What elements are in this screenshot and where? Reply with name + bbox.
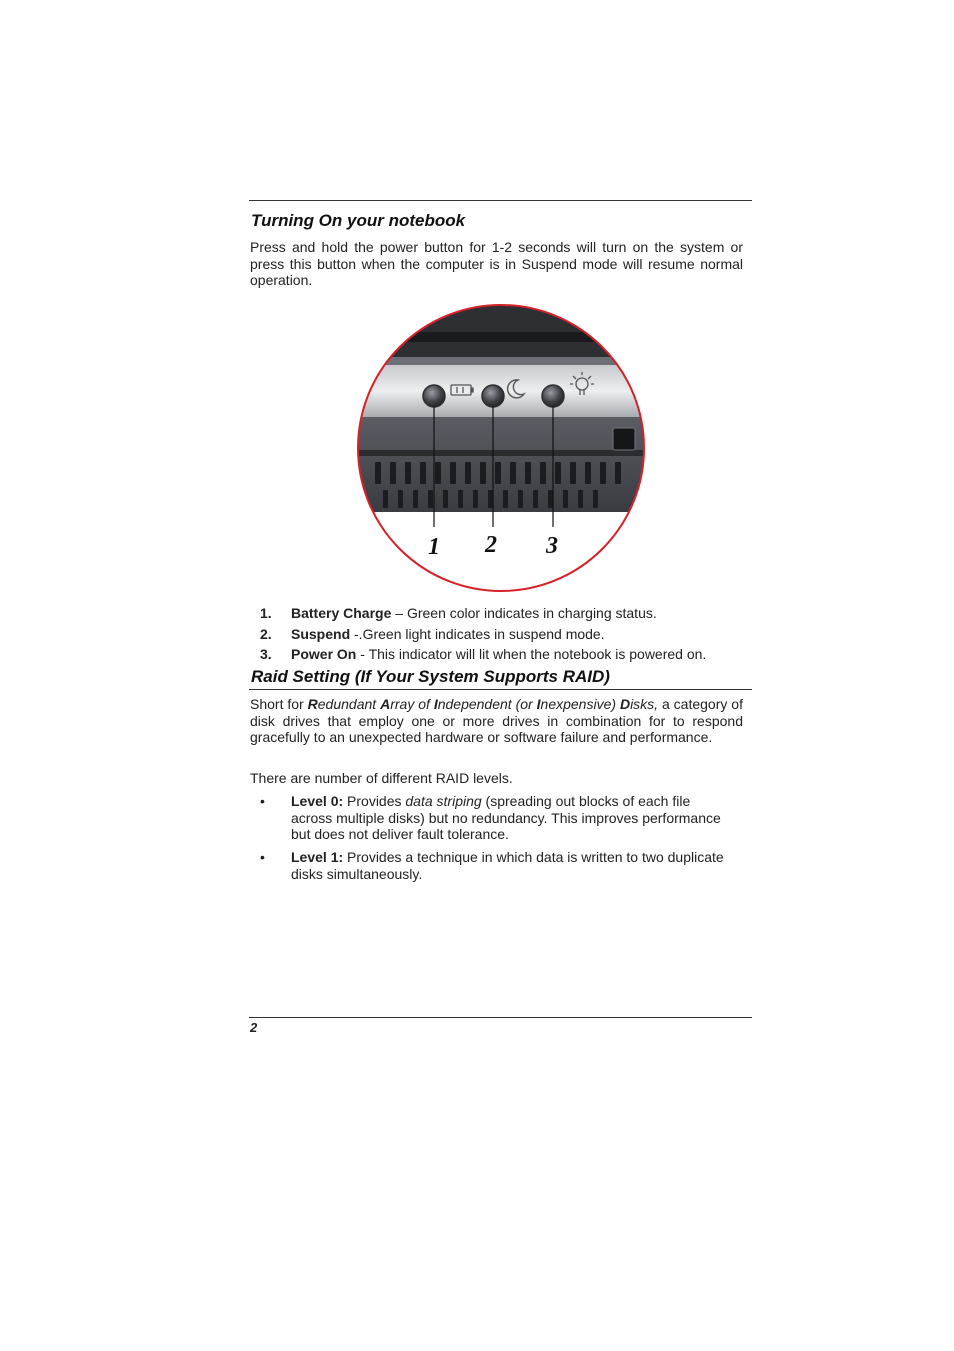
- callout-number: 1: [428, 534, 440, 560]
- acronym-word: nexpensive): [540, 696, 620, 712]
- intro-prefix: Short for: [250, 696, 308, 712]
- top-rule: [249, 200, 752, 201]
- acronym-letter: D: [619, 696, 631, 712]
- suspend-indicator: [482, 385, 504, 407]
- separator: –: [391, 605, 407, 621]
- raid-heading-rule: [249, 689, 752, 690]
- list-number: 1.: [260, 605, 272, 621]
- acronym-expansion: [308, 696, 658, 712]
- list-number: 3.: [260, 646, 272, 662]
- acronym-word: isks,: [630, 696, 659, 712]
- turning-on-paragraph: Press and hold the power button for 1-2 seconds will turn on the system or press this button when the computer is in Suspend mode will resume normal operation.: [250, 239, 743, 289]
- page-number: 2: [250, 1020, 258, 1035]
- power-on-indicator: [542, 385, 564, 407]
- indicator-desc: Green light indicates in suspend mode.: [362, 626, 605, 642]
- list-number: 2.: [260, 626, 272, 642]
- level-text: Provides: [343, 793, 406, 809]
- indicator-term: Suspend: [291, 626, 351, 642]
- level-emphasis: data striping: [405, 793, 482, 809]
- acronym-letter: A: [380, 696, 391, 712]
- bullet-icon: •: [260, 849, 265, 865]
- indicator-term: Power On: [291, 646, 357, 662]
- acronym-word: ndependent (or: [437, 696, 537, 712]
- acronym-word: rray of: [390, 696, 434, 712]
- bullet-icon: •: [260, 793, 265, 809]
- footer-rule: [249, 1017, 752, 1018]
- level-text: (spreading out blocks of each file across multiple disks) but no redundancy. This improves performance but does not deliver fault tolerance.: [291, 793, 721, 843]
- level-label: Level 1:: [291, 849, 344, 865]
- indicator-panel-illustration: [355, 302, 647, 594]
- acronym-letter: I: [536, 696, 541, 712]
- separator: -: [356, 646, 369, 662]
- acronym-word: edundant: [317, 696, 381, 712]
- indicator-term: Battery Charge: [291, 605, 392, 621]
- callout-number: 2: [485, 532, 497, 558]
- indicator-desc: Green color indicates in charging status.: [406, 605, 657, 621]
- indicator-panel-figure: [355, 302, 647, 594]
- indicator-desc: This indicator will lit when the notebook is powered on.: [368, 646, 707, 662]
- level-text: Provides a technique in which data is written to two duplicate disks simultaneously.: [291, 849, 724, 882]
- section-heading-raid: Raid Setting (If Your System Supports RAID): [251, 667, 610, 686]
- section-heading-turning-on: Turning On your notebook: [251, 211, 466, 230]
- callout-number: 3: [546, 533, 558, 559]
- level-label: Level 0:: [291, 793, 344, 809]
- raid-levels-intro: There are number of different RAID levels.: [250, 770, 513, 786]
- acronym-letter: R: [307, 696, 318, 712]
- intro-suffix: a category of disk drives that employ one or more drives in combination for to respond gracefully to an unexpected hardware or software failure and performance.: [250, 696, 743, 746]
- separator: -.: [350, 626, 363, 642]
- raid-intro-paragraph: [250, 696, 743, 746]
- acronym-letter: I: [433, 696, 438, 712]
- battery-indicator: [423, 385, 445, 407]
